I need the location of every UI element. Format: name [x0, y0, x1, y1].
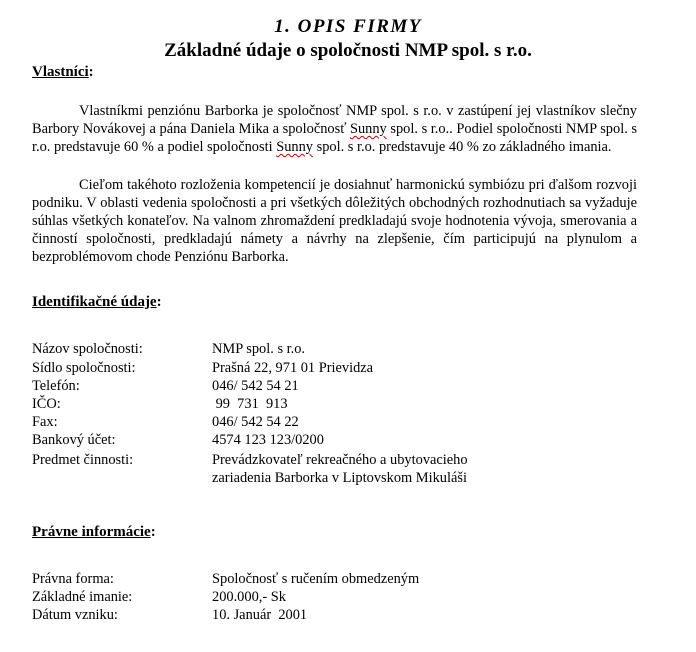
identification-heading [32, 294, 162, 311]
owners-paragraph-1 [32, 102, 637, 156]
row-value: 99 731 913 [212, 396, 288, 412]
row-label: Sídlo spoločnosti: [32, 360, 136, 376]
row-value: 046/ 542 54 22 [212, 414, 299, 430]
legal-heading [32, 524, 156, 541]
row-value: Prašná 22, 971 01 Prievidza [212, 360, 374, 376]
owners-heading-suffix: : [88, 64, 94, 80]
row-label: Základné imanie: [32, 589, 133, 605]
row-value: 200.000,- Sk [212, 589, 286, 605]
row-label: Predmet činnosti: [32, 452, 134, 468]
row-label: IČO: [32, 396, 61, 412]
row-label: Telefón: [32, 378, 80, 394]
row-value: 10. Január 2001 [212, 607, 308, 623]
owners-heading [32, 64, 94, 81]
identification-heading-text: Identifikačné údaje [32, 294, 157, 310]
document-subtitle: Základné údaje o spoločnosti NMP spol. s r.o. [164, 40, 532, 61]
owners-p1-part1: Vlastníkmi penziónu Barborka je spoločnosť NMP spol. s r.o. v zastúpení jej vlastníkov slečny Barbory Novákovej a pána Daniela Mika a spoločnosť [32, 103, 637, 137]
legal-heading-text: Právne informácie [32, 524, 151, 540]
row-value: 046/ 542 54 21 [212, 378, 299, 394]
owners-heading-text: Vlastníci [32, 64, 89, 80]
row-value: NMP spol. s r.o. [212, 341, 306, 357]
identification-heading-suffix: : [156, 294, 162, 310]
owners-p1-part3: spol. s r.o. predstavuje 40 % zo základného imania. [313, 139, 612, 155]
row-value: Prevádzkovateľ rekreačného a ubytovacieho [212, 452, 468, 468]
owners-paragraph-2: Cieľom takéhoto rozloženia kompetencií je dosiahnuť harmonickú symbiózu pri ďalšom rozvoji podniku. V oblasti vedenia spoločnosti a pri všetkých dôležitých obchodných rozhodnutiach sa vyžaduje súhlas všetkých konateľov. Na valnom zhromaždení predkladajú svoje hodnotenia vývoja, smerovania a činností spoločnosti, predkladajú námety a návrhy na zlepšenie, čím participujú na plynulom a bezproblémovom chode Penziónu Barborka. [32, 177, 637, 265]
owners-p1-sunny-1: Sunny [349, 121, 387, 137]
row-label: Dátum vzniku: [32, 607, 118, 623]
row-label: Fax: [32, 414, 58, 430]
row-value: 4574 123 123/0200 [212, 432, 324, 448]
row-value: zariadenia Barborka v Liptovskom Mikuláši [212, 470, 467, 486]
document-title: 1. OPIS FIRMY [274, 16, 422, 37]
row-label: Bankový účet: [32, 432, 116, 448]
owners-p1-sunny-2: Sunny [276, 139, 313, 155]
row-label: Názov spoločnosti: [32, 341, 143, 357]
legal-heading-suffix: : [150, 524, 156, 540]
row-value: Spoločnosť s ručením obmedzeným [212, 571, 420, 587]
row-label: Právna forma: [32, 571, 114, 587]
owners-p1-part2: spol. s r.o.. Podiel spoločnosti NMP spol. s r.o. predstavuje 60 % a podiel spoločnosti [32, 121, 638, 155]
